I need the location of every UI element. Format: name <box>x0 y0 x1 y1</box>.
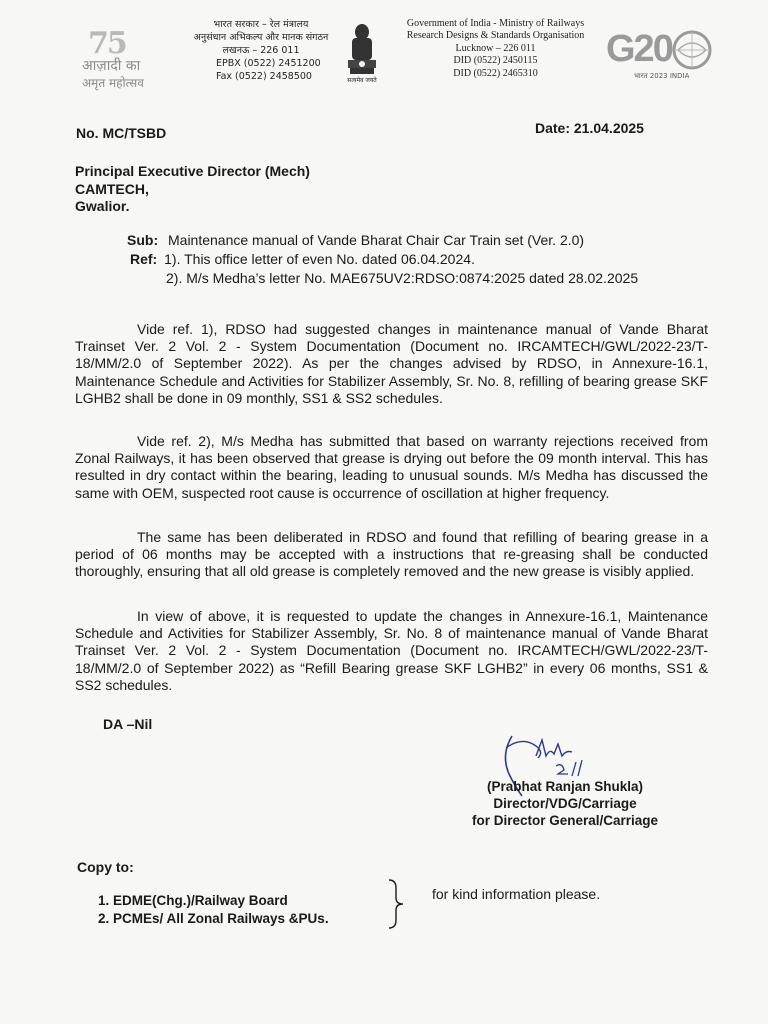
hindi-line: Fax (0522) 2458500 <box>216 71 312 82</box>
addressee-line: Gwalior. <box>75 198 130 214</box>
english-line: Government of India - Ministry of Railways <box>406 18 585 29</box>
globe-lotus-icon <box>670 28 714 72</box>
subject-text: Maintenance manual of Vande Bharat Chair Car Train set (Ver. 2.0) <box>168 232 585 248</box>
body-paragraph-1 <box>75 321 708 407</box>
letterhead-english <box>388 18 603 80</box>
national-emblem-icon <box>342 20 382 90</box>
english-line: Lucknow – 226 011 <box>455 42 536 54</box>
subject-line <box>127 232 584 248</box>
right-brace-icon <box>386 878 406 930</box>
paragraph-text: Vide ref. 2), M/s Medha has submitted that based on warranty rejections received from Zonal Railways, it has been observed that grease is drying out before the 09 month interval. This has resulted in dry contact within the bearing, leading to unusual sounds. M/s Medha has discussed the same with OEM, suspected root cause is occurrence of oscillation at higher frequency. <box>75 433 708 501</box>
paragraph-text: Vide ref. 1), RDSO had suggested changes in maintenance manual of Vande Bharat Trainset Ver. 2 Vol. 2 - System Documentation (Document no. IRCAMTECH/GWL/2022-23/T-18/MM/2.0 of September 2022). As per the changes advised by RDSO, in Annexure-16.1, Maintenance Schedule and Activities for Stabilizer Assembly, Sr. No. 8, refilling of bearing grease SKF LGHB2 shall be done in 09 monthly, SS1 & SS2 schedules. <box>75 321 708 406</box>
paragraph-text: In view of above, it is requested to update the changes in Annexure-16.1, Maintenance Schedule and Activities for Stabilizer Assembly, Sr. No. 8 of maintenance manual of Vande Bharat Trainset Ver. 2 Vol. 2 - System Documentation (Document no. IRCAMTECH/GWL/2022-23/T-18/MM/2.0 of September 2022) as “Refill Bearing grease SKF LGHB2” in every 06 months, SS1 & SS2 schedules. <box>75 608 708 693</box>
hindi-line: भारत सरकार – रेल मंत्रालय <box>213 19 309 30</box>
hindi-line: अनुसंधान अभिकल्प और मानक संगठन <box>193 32 329 43</box>
signature-block <box>440 778 690 829</box>
reference-line-1 <box>130 251 475 267</box>
logo-line-1: आज़ादी का <box>82 58 141 74</box>
subject-label: Sub: <box>127 232 159 248</box>
logo-line-2: अमृत महोत्सव <box>82 76 144 90</box>
signatory-designation: Director/VDG/Carriage <box>493 796 637 811</box>
copy-item-1: 1. EDME(Chg.)/Railway Board <box>98 893 288 908</box>
english-line: DID (0522) 2450115 <box>453 55 538 67</box>
azadi-ka-amrit-mahotsav-logo <box>80 22 190 92</box>
addressee-line: Principal Executive Director (Mech) <box>75 163 310 179</box>
addressee-line: CAMTECH, <box>75 180 149 197</box>
paragraph-text: The same has been deliberated in RDSO and found that refilling of bearing grease in a period of 06 months may be accepted with a instructions that re-greasing shall be conducted thoroughly, ensuring that all old grease is completely removed and the new grease is visibly applied. <box>75 529 708 580</box>
logo-number: 75 <box>88 26 126 61</box>
addressee <box>75 163 310 216</box>
copy-note: for kind information please. <box>432 886 601 902</box>
hindi-line: लखनऊ – 226 011 <box>222 45 300 56</box>
english-line: Research Designs & Standards Organisation <box>406 30 585 42</box>
signatory-for-line: for Director General/Carriage <box>471 813 659 828</box>
signatory-name: (Prabhat Ranjan Shukla) <box>486 779 644 794</box>
english-line: DID (0522) 2465310 <box>453 67 538 79</box>
da-line: DA –Nil <box>103 716 153 732</box>
emblem-caption: सत्यमेव जयते <box>347 77 377 84</box>
body-paragraph-4 <box>75 608 708 694</box>
reference-label: Ref: <box>130 251 158 267</box>
body-paragraph-2 <box>75 433 708 502</box>
letterhead-hindi <box>186 18 336 83</box>
reference-1-text: 1). This office letter of even No. dated 06.04.2024. <box>164 251 475 267</box>
g20-text: G20 <box>606 28 672 70</box>
g20-subtitle: भारत 2023 INDIA <box>634 72 690 80</box>
reference-number: No. MC/TSBD <box>76 125 167 141</box>
letter-date: Date: 21.04.2025 <box>535 120 644 136</box>
copy-to-label: Copy to: <box>77 859 134 875</box>
reference-2-text: 2). M/s Medha’s letter No. MAE675UV2:RDSO:0874:2025 dated 28.02.2025 <box>166 270 639 286</box>
body-paragraph-3 <box>75 529 708 581</box>
g20-logo <box>606 26 718 86</box>
hindi-line: EPBX (0522) 2451200 <box>216 58 321 69</box>
copy-item-2: 2. PCMEs/ All Zonal Railways &PUs. <box>98 911 329 926</box>
